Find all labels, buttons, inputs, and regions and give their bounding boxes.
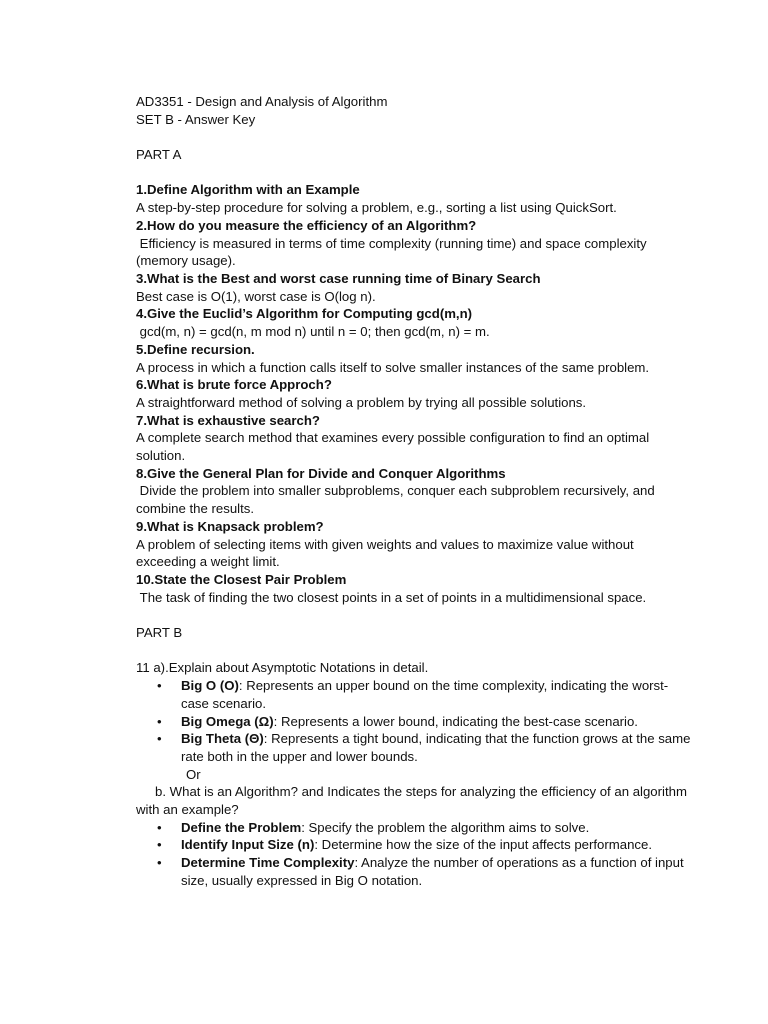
part-a-heading: PART A bbox=[136, 147, 182, 163]
question-11a: 11 a).Explain about Asymptotic Notations in detail. bbox=[136, 660, 429, 676]
list-item-text: : Represents a tight bound, indicating that the function grows at the same rate both in the upper and lower bounds. bbox=[181, 731, 691, 764]
question-9: 9.What is Knapsack problem? bbox=[136, 518, 324, 534]
question-4: 4.Give the Euclid’s Algorithm for Computing gcd(m,n) bbox=[136, 306, 473, 322]
answer-4: gcd(m, n) = gcd(n, m mod n) until n = 0; then gcd(m, n) = m. bbox=[136, 324, 490, 340]
list-item-text: : Represents a lower bound, indicating the best-case scenario. bbox=[273, 713, 638, 729]
question-5: 5.Define recursion. bbox=[136, 341, 255, 357]
bullet-icon: • bbox=[157, 855, 162, 871]
question-6: 6.What is brute force Approch? bbox=[136, 377, 332, 393]
question-2: 2.How do you measure the efficiency of an Algorithm? bbox=[136, 217, 477, 233]
answer-5: A process in which a function calls itself to solve smaller instances of the same problem. bbox=[136, 359, 650, 375]
answer-9: A problem of selecting items with given weights and values to maximize value without exceeding a weight limit. bbox=[136, 536, 634, 570]
list-item bbox=[136, 713, 696, 731]
list-item-term: Big Omega (Ω) bbox=[181, 713, 274, 729]
part-b-heading: PART B bbox=[136, 625, 183, 641]
question-3: 3.What is the Best and worst case running time of Binary Search bbox=[136, 271, 541, 286]
list-item-text: : Represents an upper bound on the time complexity, indicating the worst-case scenario. bbox=[181, 678, 669, 711]
answer-3: Best case is O(1), worst case is O(log n). bbox=[136, 288, 376, 304]
list-item bbox=[136, 854, 696, 889]
list-item bbox=[136, 677, 696, 712]
list-item bbox=[136, 836, 696, 854]
answer-8: Divide the problem into smaller subproblems, conquer each subproblem recursively, and combine the results. bbox=[136, 483, 659, 517]
answer-1: A step-by-step procedure for solving a problem, e.g., sorting a list using QuickSort. bbox=[136, 200, 617, 216]
question-11b: b. What is an Algorithm? and Indicates the steps for analyzing the efficiency of an algorithm with an example? bbox=[136, 784, 687, 818]
list-item-text: : Analyze the number of operations as a function of input size, usually expressed in Big O notation. bbox=[181, 855, 684, 888]
efficiency-steps-list bbox=[136, 819, 696, 890]
list-item-text: : Determine how the size of the input affects performance. bbox=[314, 837, 653, 853]
list-item bbox=[136, 730, 696, 765]
course-title: AD3351 - Design and Analysis of Algorithm bbox=[136, 94, 388, 109]
answer-6: A straightforward method of solving a problem by trying all possible solutions. bbox=[136, 394, 587, 410]
question-8: 8.Give the General Plan for Divide and Conquer Algorithms bbox=[136, 465, 506, 481]
answer-2: Efficiency is measured in terms of time complexity (running time) and space complexity (memory usage). bbox=[136, 235, 651, 269]
question-7: 7.What is exhaustive search? bbox=[136, 412, 320, 428]
document-body bbox=[136, 93, 696, 890]
bullet-icon: • bbox=[157, 678, 162, 694]
list-item-term: Big O (O) bbox=[181, 678, 239, 694]
question-1: 1.Define Algorithm with an Example bbox=[136, 182, 360, 198]
bullet-icon: • bbox=[157, 837, 162, 853]
or-separator: Or bbox=[186, 766, 201, 782]
list-item-term: Big Theta (Θ) bbox=[181, 731, 264, 747]
bullet-icon: • bbox=[157, 713, 162, 729]
list-item-text: : Specify the problem the algorithm aims to solve. bbox=[301, 819, 590, 835]
answer-7: A complete search method that examines every possible configuration to find an optimal solution. bbox=[136, 430, 650, 464]
bullet-icon: • bbox=[157, 731, 162, 747]
list-item-term: Identify Input Size (n) bbox=[181, 837, 315, 853]
list-item bbox=[136, 819, 696, 837]
question-10: 10.State the Closest Pair Problem bbox=[136, 571, 347, 587]
list-item-term: Determine Time Complexity bbox=[181, 855, 355, 871]
list-item-term: Define the Problem bbox=[181, 819, 302, 835]
answer-10: The task of finding the two closest points in a set of points in a multidimensional space. bbox=[136, 589, 647, 605]
set-title: SET B - Answer Key bbox=[136, 111, 256, 127]
asymptotic-notation-list bbox=[136, 677, 696, 766]
bullet-icon: • bbox=[157, 819, 162, 835]
